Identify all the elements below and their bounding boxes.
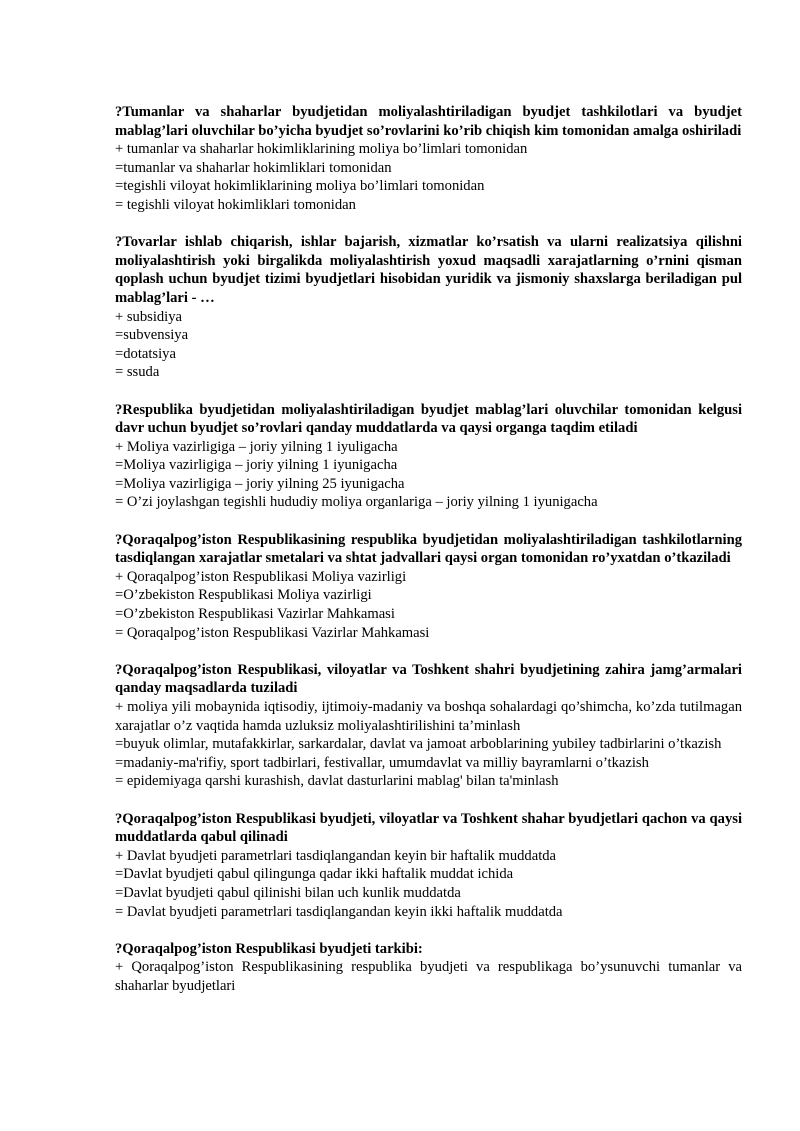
answer-option: = Qoraqalpog’iston Respublikasi Vazirlar Mahkamasi <box>115 624 430 641</box>
answer-option: + Qoraqalpog’iston Respublikasining respublika byudjeti va respublikaga bo’ysunuvchi tumanlar va shaharlar byudjetlari <box>115 959 742 994</box>
question-block-7 <box>115 940 742 996</box>
document-page <box>115 103 742 1014</box>
answer-option: = epidemiyaga qarshi kurashish, davlat dasturlarini mablag' bilan ta'minlash <box>115 773 559 790</box>
question-text: ?Tovarlar ishlab chiqarish, ishlar bajarish, xizmatlar ko’rsatish va ularni realizatsiya qilishni moliyalashtirish yoki birgalikda moliyalashtirish yoxud maqsadli xarajatlarning o’rnini qisman qoplash uchun byudjet tizimi byudjetlari hisobidan yuridik va jismoniy shaxslarga beriladigan pul mablag’lari - … <box>115 234 742 306</box>
question-block-3 <box>115 401 742 513</box>
answer-option: = tegishli viloyat hokimliklari tomonidan <box>115 196 356 213</box>
question-text: ?Qoraqalpog’iston Respublikasi byudjeti, viloyatlar va Toshkent shahar byudjetlari qachon va qaysi muddatlarda qabul qilinadi <box>115 810 742 846</box>
answer-option: =tegishli viloyat hokimliklarining moliya bo’limlari tomonidan <box>115 178 485 195</box>
answer-option: =Moliya vazirligiga – joriy yilning 25 iyunigacha <box>115 475 405 492</box>
question-block-2 <box>115 233 742 382</box>
answer-option: =dotatsiya <box>115 345 176 362</box>
answer-option: = ssuda <box>115 364 160 381</box>
answer-option: =O’zbekiston Respublikasi Vazirlar Mahkamasi <box>115 606 395 623</box>
answer-option: + tumanlar va shaharlar hokimliklarining moliya bo’limlari tomonidan <box>115 141 528 158</box>
answer-option: + Davlat byudjeti parametrlari tasdiqlangandan keyin bir haftalik muddatda <box>115 847 557 864</box>
question-block-6 <box>115 810 742 922</box>
question-block-5 <box>115 661 742 791</box>
question-block-1 <box>115 103 742 215</box>
answer-option: =subvensiya <box>115 327 189 344</box>
answer-option: + moliya yili mobaynida iqtisodiy, ijtimoiy-madaniy va boshqa sohalardagi qo’shimcha, ko’zda tutilmagan xarajatlar o’z vaqtida hamda uzluksiz moliyalashtirilishini ta’minlash <box>115 699 742 734</box>
question-text: ?Qoraqalpog’iston Respublikasining respublika byudjetidan moliyalashtiriladigan tashkilotlarning tasdiqlangan xarajatlar smetalari va shtat jadvallari qaysi organ tomonidan ro’yxatdan o’tkaziladi <box>115 531 742 567</box>
question-text: ?Tumanlar va shaharlar byudjetidan moliyalashtiriladigan byudjet tashkilotlari va byudjet mablag’lari oluvchilar bo’yicha byudjet so’rovlarini ko’rib chiqish kim tomonidan amalga oshiriladi <box>115 104 742 139</box>
answer-option: = Davlat byudjeti parametrlari tasdiqlangandan keyin ikki haftalik muddatda <box>115 903 563 920</box>
answer-option: + Moliya vazirligiga – joriy yilning 1 iyuligacha <box>115 438 398 455</box>
answer-option: =Davlat byudjeti qabul qilinishi bilan uch kunlik muddatda <box>115 884 461 901</box>
answer-option: =madaniy-ma'rifiy, sport tadbirlari, festivallar, umumdavlat va milliy bayramlarni o’tkazish <box>115 754 649 771</box>
question-text: ?Qoraqalpog’iston Respublikasi, viloyatlar va Toshkent shahri byudjetining zahira jamg’armalari qanday maqsadlarda tuziladi <box>115 661 742 697</box>
answer-option: = O’zi joylashgan tegishli hududiy moliya organlariga – joriy yilning 1 iyunigacha <box>115 494 598 511</box>
question-text: ?Respublika byudjetidan moliyalashtiriladigan byudjet mablag’lari oluvchilar tomonidan kelgusi davr uchun byudjet so’rovlari qanday muddatlarda va qaysi organga taqdim etiladi <box>115 401 742 437</box>
answer-option: =Moliya vazirligiga – joriy yilning 1 iyunigacha <box>115 457 398 474</box>
answer-option: =Davlat byudjeti qabul qilingunga qadar ikki haftalik muddat ichida <box>115 866 514 883</box>
answer-option: + Qoraqalpog’iston Respublikasi Moliya vazirligi <box>115 568 407 585</box>
question-text: ?Qoraqalpog’iston Respublikasi byudjeti tarkibi: <box>115 940 423 957</box>
question-block-4 <box>115 531 742 643</box>
answer-option: =O’zbekiston Respublikasi Moliya vazirligi <box>115 587 372 604</box>
answer-option: =buyuk olimlar, mutafakkirlar, sarkardalar, davlat va jamoat arboblarining yubiley tadbirlarini o’tkazish <box>115 736 722 753</box>
answer-option: + subsidiya <box>115 308 183 325</box>
answer-option: =tumanlar va shaharlar hokimliklari tomonidan <box>115 159 392 176</box>
